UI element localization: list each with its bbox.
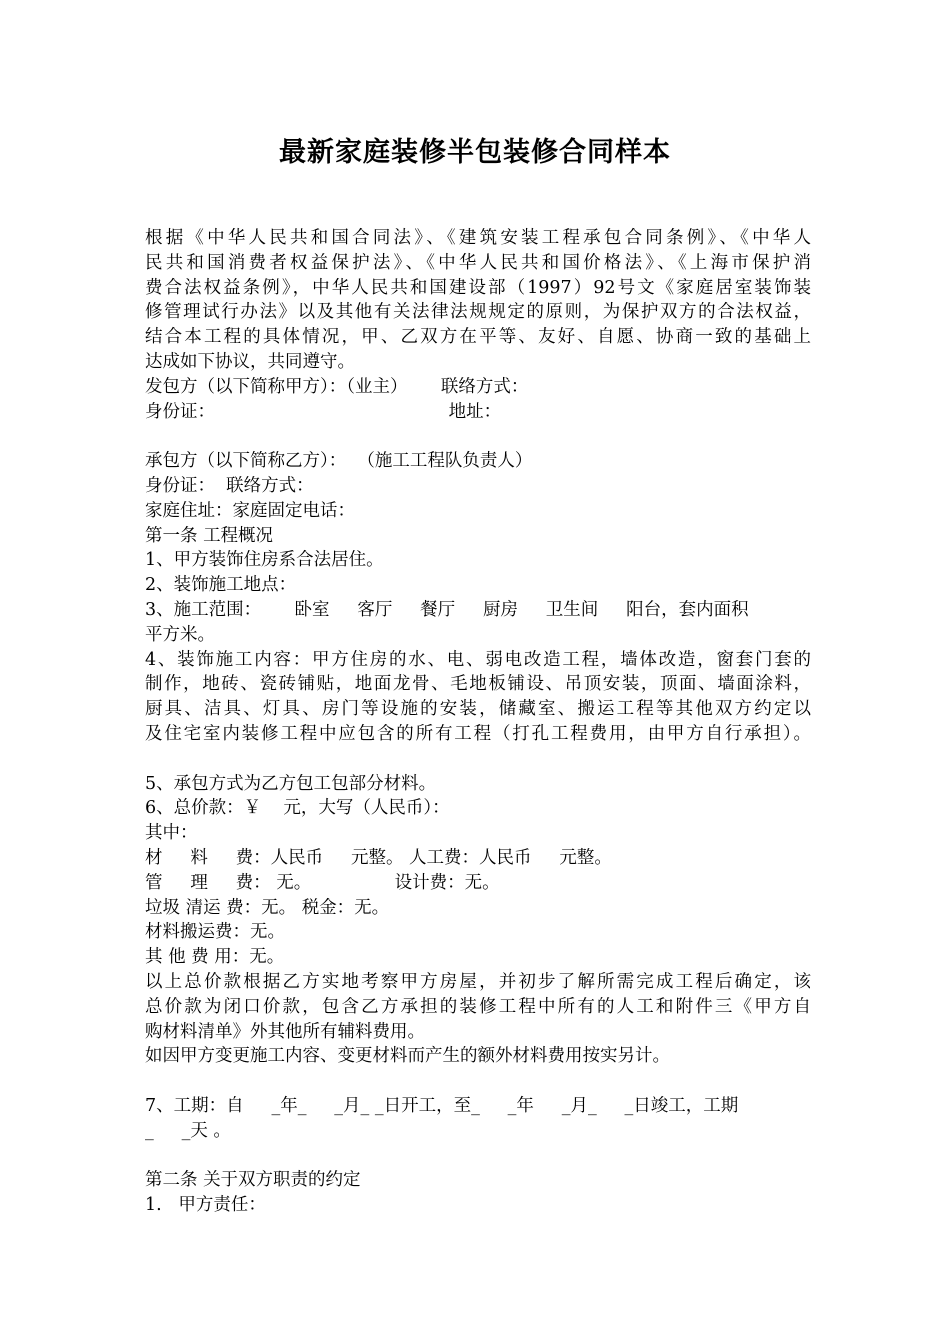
party-b-id-line: 身份证： 联络方式：	[145, 475, 314, 496]
paragraph-line: 结合本工程的具体情况，甲、乙双方在平等、友好、自愿、协商一致的基础上	[145, 327, 811, 348]
clause-line: 1. 甲方责任：	[145, 1195, 266, 1216]
paragraph-line: 根据《中华人民共和国合同法》、《建筑安装工程承包合同条例》、《中华人	[145, 228, 811, 248]
paragraph-line: 修管理试行办法》以及其他有关法律法规规定的原则，为保护双方的合法权益，	[145, 302, 811, 323]
contract-body	[145, 226, 811, 1218]
clause-line: _ _天 。	[145, 1120, 231, 1141]
party-b-line: 承包方（以下简称乙方）： （施工工程队负责人）	[145, 451, 533, 472]
clause-line: 1、甲方装饰住房系合法居住。	[145, 550, 384, 571]
party-a-id-line: 身份证： 地址：	[145, 401, 502, 422]
clause-line: 制作，地砖、瓷砖铺贴，地面龙骨、毛地板铺设、吊顶安装，顶面、墙面涂料，	[145, 674, 811, 695]
blank-line	[145, 1143, 811, 1168]
clause-line: 平方米。	[145, 624, 215, 645]
clause-line: 2、装饰施工地点：	[145, 575, 297, 596]
clause-line: 7、工期：自 _年_ _月_ _日开工，至_ _年 _月_ _日竣工，工期	[145, 1095, 739, 1116]
page-title: 最新家庭装修半包装修合同样本	[279, 137, 671, 168]
fee-line: 垃圾 清运 费：无。 税金：无。	[145, 897, 390, 918]
blank-line	[145, 1069, 811, 1094]
blank-line	[145, 747, 811, 772]
clause-line: 6、总价款：￥ 元，大写（人民币）：	[145, 798, 450, 819]
party-a-line: 发包方（以下简称甲方）：（业主） 联络方式：	[145, 376, 529, 397]
fee-line: 材料搬运费：无。	[145, 922, 285, 943]
fee-line: 其 他 费 用：无。	[145, 947, 285, 968]
fee-line: 材 料 费：人民币 元整。 人工费：人民币 元整。	[145, 847, 612, 868]
paragraph-line: 总价款为闭口价款，包含乙方承担的装修工程中所有的人工和附件三《甲方自	[145, 996, 811, 1017]
clause-line: 5、承包方式为乙方包工包部分材料。	[145, 773, 437, 794]
paragraph-line: 以上总价款根据乙方实地考察甲方房屋，并初步了解所需完成工程后确定，该	[145, 971, 811, 992]
paragraph-line: 达成如下协议，共同遵守。	[145, 351, 355, 372]
blank-line	[145, 424, 811, 449]
clause-line: 厨具、洁具、灯具、房门等设施的安装，储藏室、搬运工程等其他双方约定以	[145, 699, 811, 720]
clause-line: 及住宅室内装修工程中应包含的所有工程（打孔工程费用，由甲方自行承担）。	[145, 723, 811, 744]
paragraph-line: 如因甲方变更施工内容、变更材料而产生的额外材料费用按实另计。	[145, 1046, 670, 1067]
paragraph-line: 费合法权益条例》，中华人民共和国建设部（1997）92号文《家庭居室装饰装	[145, 277, 811, 298]
section-heading: 第二条 关于双方职责的约定	[145, 1170, 361, 1191]
clause-line: 4、装饰施工内容：甲方住房的水、电、弱电改造工程，墙体改造，窗套门套的	[145, 649, 811, 670]
clause-line: 其中：	[145, 823, 198, 844]
party-b-address-line: 家庭住址：家庭固定电话：	[145, 500, 355, 521]
paragraph-line: 民共和国消费者权益保护法》、《中华人民共和国价格法》、《上海市保护消	[145, 252, 811, 273]
paragraph-line: 购材料清单》外其他所有辅料费用。	[145, 1021, 425, 1042]
fee-line: 管 理 费： 无。 设计费：无。	[145, 872, 500, 893]
section-heading: 第一条 工程概况	[145, 525, 274, 546]
clause-line: 3、施工范围： 卧室 客厅 餐厅 厨房 卫生间 阳台，套内面积	[145, 599, 749, 620]
